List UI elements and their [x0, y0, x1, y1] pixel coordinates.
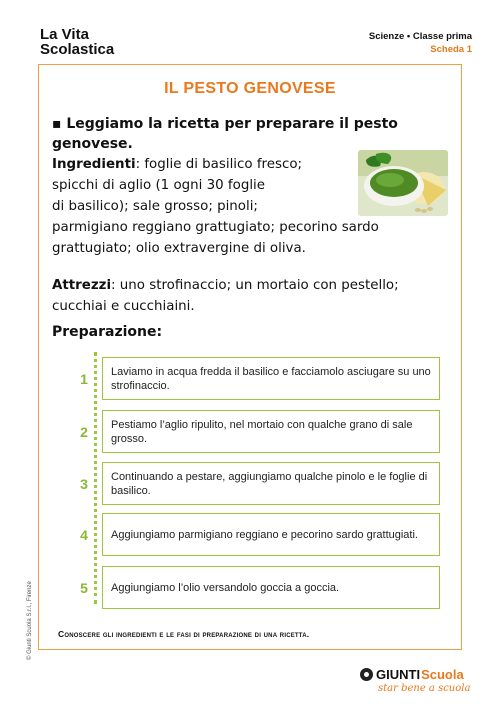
sheet-header [369, 30, 472, 56]
step-number: 2 [80, 424, 88, 440]
sheet-number: Scheda 1 [430, 44, 472, 55]
page-title: IL PESTO GENOVESE [164, 80, 336, 97]
step-box [102, 566, 440, 609]
step-number: 3 [80, 476, 88, 492]
step-text: Laviamo in acqua fredda il basilico e facciamolo asciugare su uno strofinaccio. [111, 365, 431, 392]
ingredients-line-3: di basilico); sale grosso; pinoli; [52, 199, 258, 214]
lead-instruction: ▪ Leggiamo la ricetta per preparare il pesto genovese. [52, 116, 398, 152]
tools-label: Attrezzi [52, 278, 112, 293]
pesto-photo [358, 150, 448, 216]
step-connector [94, 352, 97, 604]
magazine-logo [40, 27, 114, 57]
ingredients-label: Ingredienti [52, 157, 136, 172]
ingredients-line-4: parmigiano reggiano grattugiato; pecorino sardo [52, 220, 379, 235]
publisher-tagline: star bene a scuola [378, 683, 471, 694]
step-text: Aggiungiamo l’olio versandolo goccia a goccia. [111, 581, 340, 594]
step-number: 5 [80, 580, 88, 596]
copyright-notice: © Giunti Scuola S.r.l., Firenze [27, 581, 33, 660]
step-text: Continuando a pestare, aggiungiamo qualche pinolo e le foglie di basilico. [111, 470, 428, 497]
ingredients-line-1: Ingredienti: foglie di basilico fresco; [52, 157, 303, 172]
step-number: 1 [80, 371, 88, 387]
tools-line-1: Attrezzi: uno strofinaccio; un mortaio con pestello; [52, 278, 399, 293]
publisher-logo: GIUNTI Scuola star bene a scuola [360, 667, 470, 694]
step-text: Aggiungiamo parmigiano reggiano e pecorino sardo grattugiati. [111, 528, 418, 541]
step-number: 4 [80, 527, 88, 543]
preparation-title: Preparazione: [52, 324, 163, 340]
tools-line-2: cucchiai e cucchiaini. [52, 299, 195, 314]
step-box [102, 410, 440, 453]
ingredients-line-2: spicchi di aglio (1 ogni 30 foglie [52, 178, 265, 193]
learning-objective: Conoscere gli ingredienti e le fasi di preparazione di una ricetta. [58, 629, 310, 639]
logo-line-1: La Vita [40, 26, 89, 43]
step-text: Pestiamo l’aglio ripulito, nel mortaio con qualche grano di sale grosso. [111, 418, 413, 445]
logo-line-2: Scolastica [40, 41, 115, 58]
ingredients-line-5: grattugiato; olio extravergine di oliva. [52, 241, 306, 256]
step-box [102, 357, 440, 400]
giunti-g-icon [360, 668, 373, 681]
step-box [102, 513, 440, 556]
step-box [102, 462, 440, 505]
subject-label: Scienze • Classe prima [368, 31, 472, 42]
